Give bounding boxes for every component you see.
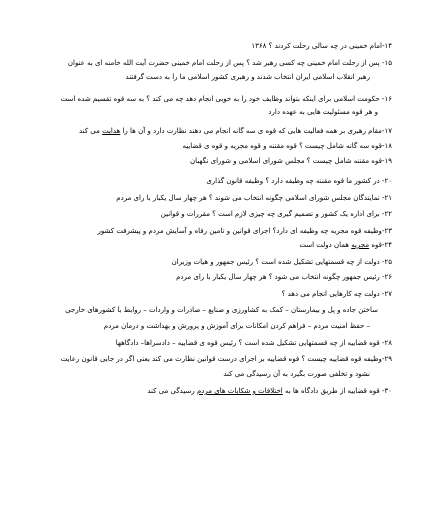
answer-27-line-2: – حفظ امنیت مردم – فراهم کردن امکانات برای آموزش و پرورش و بهداشت و درمان مردم (103, 322, 370, 330)
question-24-start: ۲۴-قوه (371, 241, 392, 249)
question-30-start: ۳۰- قوه قضاییه از طریق دادگاه ها به (284, 387, 392, 395)
question-29: ۲۹-وظیفه قوه قضاییه چیست ؟ قوه قضاییه بر اجرای درست قوانین نظارت می کند یعنی اگر در جایی قانون رعایت (60, 355, 392, 363)
answer-16-continued: و هر قوه مسئولیت هایی به عهده دارد (268, 108, 378, 116)
answer-15-continued: رهبر انقلاب اسلامی ایران انتخاب شدند و رهبری کشور اسلامی ما را به دست گرفتند (125, 73, 370, 81)
underlined-word-guidance: هدایت (102, 127, 121, 135)
underlined-word-executive: مجریه (351, 241, 370, 249)
answer-29-continued: نشود و تخلفی صورت بگیرد به آن رسیدگی می کند (223, 370, 370, 378)
underlined-phrase-disputes: اختلافات و شکایات های مردم (196, 387, 283, 395)
question-22: ۲۲- برای اداره یک کشور و تصمیم گیری چه چیزی لازم است ؟ مقررات و قوانین (160, 210, 392, 218)
question-18: ۱۸-قوه سه گانه شامل چیست ؟ قوه مقننه و قوه مجریه و قوه ی قضاییه (182, 142, 392, 150)
question-15: ۱۵- پس از رحلت امام خمینی چه کسی رهبر شد ؟ پس از رحلت امام خمینی حضرت آیت الله خامنه ای به عنوان (67, 59, 392, 67)
question-30-end: رسیدگی می کند (147, 387, 195, 395)
question-17-end: می کند (78, 127, 100, 135)
question-30 (147, 387, 392, 396)
question-28: ۲۸- قوه قضاییه از چه قسمتهایی تشکیل شده است ؟ رئیس قوه ی قضاییه – دادسراها– دادگاهها (115, 339, 392, 347)
question-27: ۲۷- دولت چه کارهایی انجام می دهد ؟ (281, 290, 392, 298)
question-19: ۱۹-قوه مقننه شامل چیست ؟ مجلس شورای اسلامی و شورای نگهبان (190, 157, 392, 165)
question-24 (299, 241, 392, 250)
question-17 (79, 127, 392, 136)
question-21: ۲۱- نمایندگان مجلس شورای اسلامی چگونه انتخاب می شوند ؟ هر چهار سال یکبار با رای مردم (116, 194, 392, 202)
question-26: ۲۶- رئیس جمهور چگونه انتخاب می شود ؟ هر چهار سال یکبار با رای مردم (176, 273, 392, 281)
question-25: ۲۵- دولت از چه قسمتهایی تشکیل شده است ؟ رئیس جمهور و هیات وزیران (171, 258, 392, 266)
question-20: ۲۰- در کشور ما قوه مقننه چه وظیفه دارد ؟ وظیفه قانون گذاری (206, 177, 392, 185)
question-16: ۱۶- حکومت اسلامی برای اینکه بتواند وظایف خود را به خوبی انجام دهد چه می کند ؟ به سه قوه تقسیم شده است (60, 95, 392, 103)
question-17-text: ۱۷-مقام رهبری بر همه فعالیت هایی که قوه ی سه گانه انجام می دهند نظارت دارد و آن ها را (122, 127, 392, 135)
question-24-end: همان دولت است (299, 241, 349, 249)
question-23: ۲۳-وظیفه قوه مجریه چه وظیفه ای دارد؟ اجرای قوانین و تامین رفاه و آسایش مردم و پیشرفت کشور (97, 227, 392, 235)
question-14: ۱۴-امام خمینی در چه سالی رحلت کردند ؟ ۱۳۶۸ (251, 42, 392, 50)
answer-27-line-1: ساختن جاده و پل و بیمارستان – کمک به کشاورزی و صنایع – صادرات و واردات – روابط با کشورهای خارجی (65, 306, 378, 314)
